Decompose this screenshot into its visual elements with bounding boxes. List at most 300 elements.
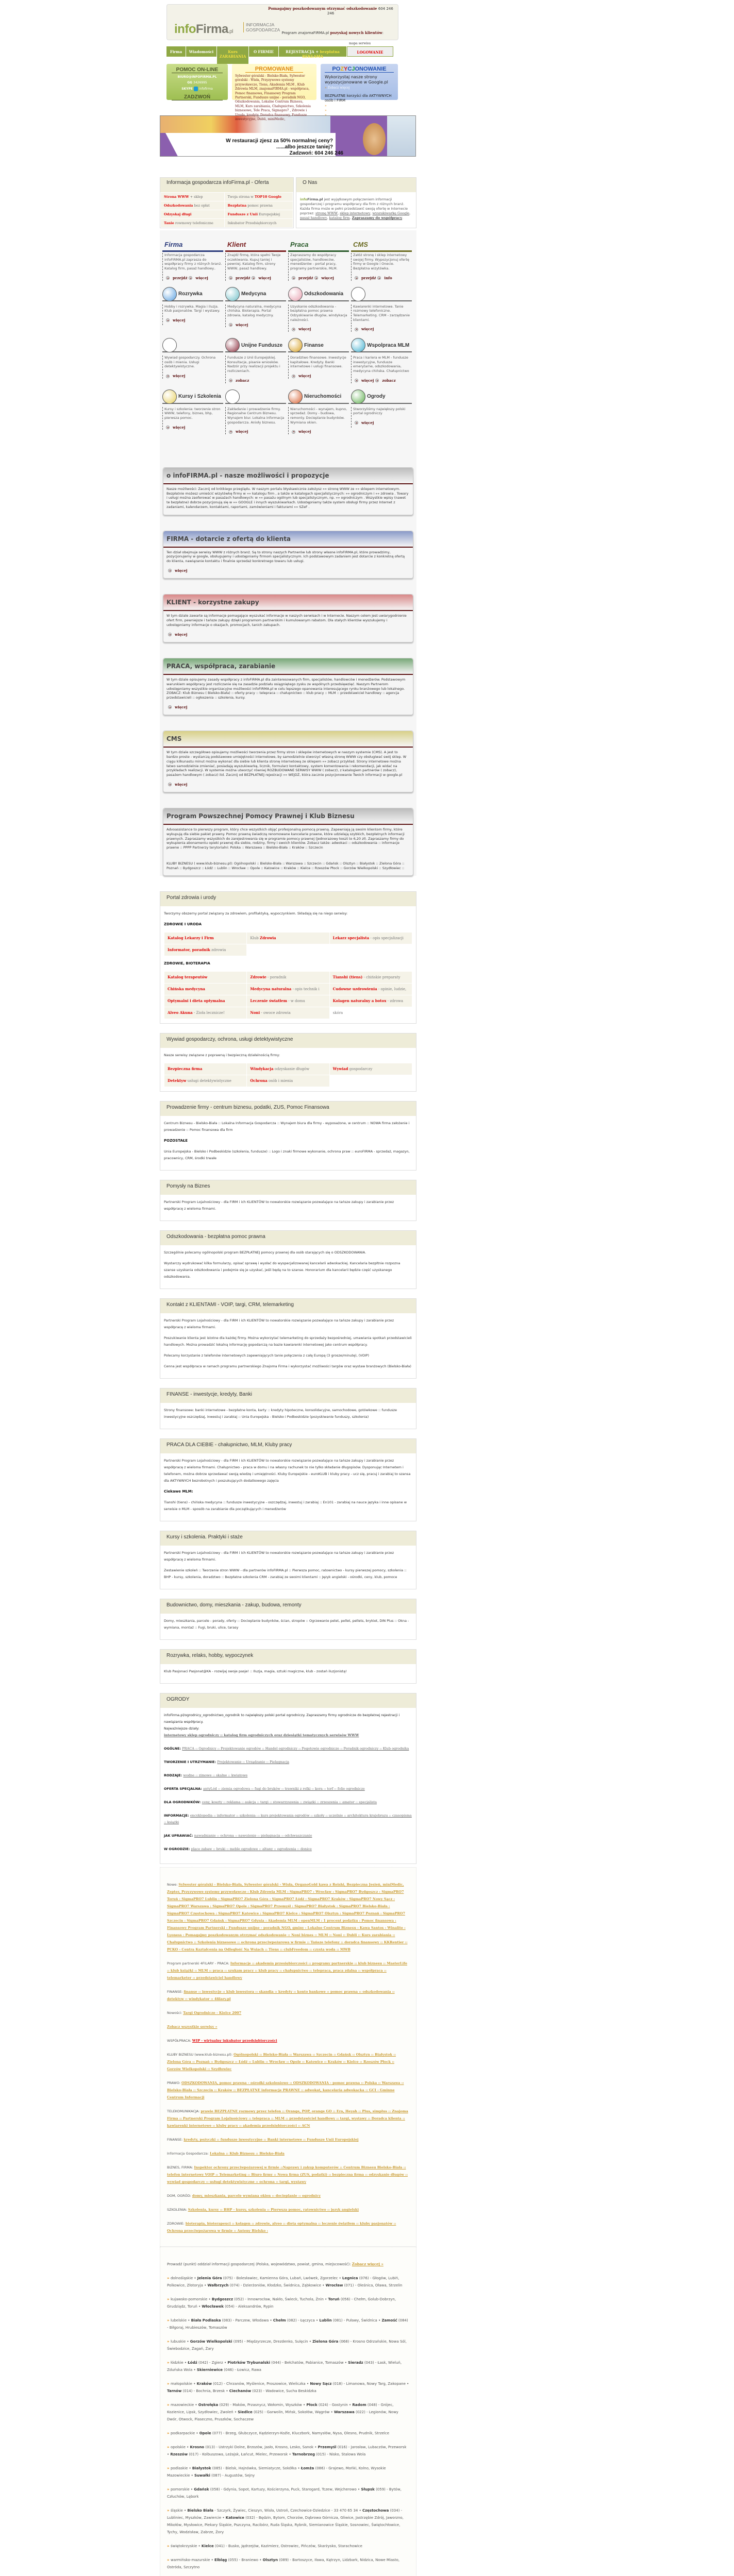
category-links	[290, 276, 349, 281]
play-button-icon[interactable]	[377, 276, 381, 280]
region-towns: (059) - Bytów, Człuchów, Lębork	[167, 2487, 402, 2499]
onas-link[interactable]: stronę WWW	[315, 211, 338, 215]
region-city[interactable]: Kielce	[201, 2544, 214, 2549]
links-group-links[interactable]: Lokalna :: Klub Biznesu :: Bielsko-Biała	[209, 2151, 285, 2156]
big-section-title: Program Powszechnej Pomocy Prawnej i Klub Biznesu	[163, 808, 413, 825]
category-link-więcej[interactable]: więcej	[321, 275, 334, 280]
section-paragraph[interactable]: Klub Pasjonaci Pasjonat@KA - rozwijaj swoje pasje! :: Iluzja, magia, sztuki magiczne, klub - zostań iluzjonistą!	[164, 1669, 347, 1674]
oferta-cell-text: + sklep	[189, 195, 203, 199]
cell-text: - chińskie preparaty	[362, 975, 401, 980]
link-cell[interactable]	[164, 972, 246, 983]
category-description	[351, 304, 412, 332]
category-text: Kawiarenki internetowe. Tanie rozmowy telefoniczne. Telemarketing. CRM - zarządzanie klientami.	[353, 304, 410, 322]
onas-link[interactable]: katalog firm	[329, 216, 350, 220]
links-group-label: Informacja Gospodarcza:	[167, 2151, 210, 2156]
ogrody-row-links[interactable]: nawadnianie :: ochrona :: nawożenie :: pielęgnacja :: odchwaszczanie	[194, 1834, 312, 1838]
cell-link: Lekarz specjalista	[332, 936, 370, 941]
section-paragraph[interactable]: Zestawienie szkoleń :: Tworzenie stron WWW - dla partnerów infoFIRMA.pl :: Pierwsza pomoc, ratownictwo - kursy pierwszej pomocy, szkolenia :: BHP - kursy, szkolenia, doradztwo :: Bezpłatne szkolenia CRM - zarabiaj ze swoimi klientami :: Język angielski - ośrodki, ceny, klub, pomoce	[164, 1568, 407, 1580]
links-group-links[interactable]: Ogólnopolski :: Bielsko-Biała :: Warszawa :: Szczecin :: Gdańsk :: Olsztyn :: Białystok :: Zielona Góra :: Poznań :: Bydgoszcz :: Łódź :: Lublin :: Wrocław :: Opole :: Katowice :: Kraków :: Kielce :: Rzeszów Płock :: Gorzów Wielkopolski :: Szydłowiec	[167, 2053, 396, 2072]
links-group-links[interactable]: Targi Ogrodnicze - Kielce 2007	[183, 2011, 242, 2015]
region-name: podkarpackie	[170, 2431, 195, 2436]
text-section	[160, 1388, 416, 1429]
region-city[interactable]: Przemyśl	[318, 2445, 337, 2450]
section-paragraph[interactable]: Cenna jest współpraca w ramach programu partnerskiego Znajoma Firma i wykorzystać możliwości targów oraz wystaw branżowych (Bielsko-Biała)	[164, 1364, 411, 1369]
sitemap-link[interactable]: mapa serwisu	[349, 42, 371, 45]
play-button-icon[interactable]	[292, 276, 295, 280]
links-group-links[interactable]: kredyty, pożyczki :: fundusze inwestycyjne :: Banki internetowe :: Fundusze Unii Europejskiej	[184, 2138, 359, 2142]
link-cell[interactable]	[164, 933, 246, 944]
category-link-przejdź[interactable]: przejdź	[361, 275, 376, 280]
region-towns: (017) - Kolbuszowa, Leżajsk, Łańcut, Mielec, Przeworsk	[188, 2452, 288, 2457]
section-paragraph[interactable]: Partnerski Program Lojalnościowy - dla FIRM i ich KLIENTÓW to nowatorskie rozwiązanie pozwalające na tańsze zakupy i zarabianie przez współpracę z wieloma firmami.	[164, 1318, 394, 1330]
category-icon	[162, 287, 177, 301]
category-header[interactable]	[351, 288, 412, 301]
category-icon	[225, 338, 240, 352]
double-chevron-icon: »	[167, 2466, 171, 2471]
section-title: Rozrywka, relaks, hobby, wypoczynek	[160, 1650, 416, 1664]
play-button-icon[interactable]	[168, 633, 172, 636]
link-cell[interactable]	[330, 933, 412, 944]
category-header[interactable]	[225, 288, 286, 301]
category-card	[225, 391, 288, 435]
top-boxes	[166, 64, 398, 122]
text-section	[160, 1230, 416, 1289]
play-button-icon[interactable]	[292, 430, 295, 434]
links-group-links[interactable]: finanse :: inwestycje :: klub inwestora :: skandia :: kredyty :: konto bankowe :: pomoc prawna :: odszkodowania :: detektyw :: windykator :: 4filary.pl	[167, 1990, 395, 2002]
ogrody-row-links[interactable]: place zabaw :: bruki :: meble ogrodowe :: altany :: ogrodzenia :: donice	[191, 1847, 312, 1852]
category-link-więcej[interactable]: więcej	[258, 275, 271, 280]
links-group	[167, 2079, 409, 2101]
link-cell[interactable]	[330, 995, 412, 1007]
link-cell[interactable]	[247, 1063, 329, 1075]
region-city[interactable]: Tarnów	[167, 2389, 182, 2394]
category-link-więcej[interactable]: więcej	[298, 374, 311, 379]
play-button-icon[interactable]	[168, 569, 172, 572]
oferta-cell[interactable]	[225, 219, 293, 227]
region-city[interactable]: Radom	[352, 2403, 366, 2408]
site-logo[interactable]	[174, 22, 233, 37]
onas-link[interactable]: wyszukiwarkę Google	[372, 211, 410, 215]
region-city[interactable]: Siedlce	[238, 2410, 253, 2415]
region-city[interactable]: Skierniewice	[196, 2368, 223, 2372]
onas-cta-link[interactable]: Zapraszamy do współpracy	[352, 216, 403, 220]
region-city[interactable]: Kraków	[196, 2382, 212, 2386]
category-logo-klient[interactable]: Klient	[225, 241, 286, 252]
play-button-icon[interactable]	[229, 276, 232, 280]
region-city[interactable]: Bydgoszcz	[211, 2297, 233, 2302]
onas-link[interactable]: pasaż handlowy	[300, 216, 327, 220]
category-link-przejdź[interactable]: przejdź	[173, 275, 188, 280]
ogrody-row	[164, 1799, 412, 1806]
oferta-cell-text: bez opłat	[193, 204, 210, 208]
nav-rejestracja-highlight: bezpłatna REKLAMA	[302, 49, 340, 59]
play-button-icon[interactable]	[252, 276, 255, 280]
table-row	[164, 1007, 412, 1019]
category-link-więcej[interactable]: więcej	[298, 327, 311, 332]
play-button-icon[interactable]	[314, 276, 318, 280]
links-group-links[interactable]: domy, mieszkania, parcele wymiana okien :: docieplanie :: ogrodnicy	[192, 2194, 321, 2198]
nav-firma[interactable]: Firma	[166, 46, 186, 57]
region-city[interactable]: Płock	[306, 2403, 318, 2408]
big-section-body	[163, 548, 413, 579]
category-card	[288, 241, 351, 281]
link-cell[interactable]	[247, 972, 329, 983]
big-section	[163, 594, 413, 642]
links-group-links[interactable]: bioterapia, bioterapeuci :: kolagen :: zdrowie, alveo :: dieta optymalna :: leczenie światłem :: kluby pasjonatów :: Ochrona przeciwpożarowa w firmie :: Anteny Bielsko :	[167, 2222, 396, 2233]
links-group	[167, 2009, 409, 2016]
nav-wiadomosci[interactable]: Wiadomości	[186, 46, 217, 57]
help-email[interactable]: BIURO@INFOFIRMA.PL	[177, 75, 217, 79]
ogrody-row-label: OGÓLNE:	[164, 1747, 182, 1751]
category-links	[353, 327, 412, 332]
section-paragraph[interactable]: Tianshi (tiens) - chińska medycyna :: fundusze inwestycyjne - oszczędzaj, inwestuj i zarabiaj :: En101 - zarabiaj na nauce języka i inne opisane w serwisie o MLM - sposób na zarabianie dla początkujących i menedżerów	[164, 1500, 407, 1512]
page	[153, 0, 581, 2576]
play-button-icon[interactable]	[355, 328, 358, 331]
banner-line3: Zadzwoń: 604 246 246	[289, 150, 343, 156]
help-skype[interactable]	[166, 87, 228, 91]
play-button-icon[interactable]	[292, 328, 295, 331]
category-link-więcej[interactable]: więcej	[298, 429, 311, 434]
more-link[interactable]: więcej	[175, 632, 188, 637]
play-button-icon[interactable]	[229, 323, 232, 327]
links-group	[167, 1881, 409, 1953]
link-cell[interactable]	[330, 984, 412, 995]
cell-link: Zdrowia	[260, 936, 276, 941]
category-header[interactable]	[162, 288, 223, 301]
category-link-więcej[interactable]: więcej	[236, 429, 248, 434]
region-city[interactable]: Gorzów Wielkopolski	[190, 2340, 232, 2344]
promowane-text[interactable]: Sylwester góralski - Bielsko-Biała, Sylwester góralski - Wisła, Przyzywowe systemy przywoławcze, Tiens, Akademia MLM , Klub Zdrowia MLM, znajomaFIRMA.pl - współpraca, Pomoc finansowa, Finansowy Program Partnerski, Fundusze unijne - poradnik NGO, Odszkodowania, Lokalne Centrum Biznesu, MLM, Kurs zarabiania, Chałupnictwo, Szkolenia biznesowe, Tele Praca, Sigmapro7 , Zdrowie i Uroda, kredyty, Doradca finansowy, Fundusze inwestycyjne, Dubli, miniMedic,	[235, 74, 311, 122]
region-city[interactable]: Biała Podlaska	[191, 2318, 221, 2323]
region-city[interactable]: Chełm	[273, 2318, 286, 2323]
category-links	[353, 276, 412, 281]
category-description	[225, 253, 286, 281]
onas-lead-b: Firma.pl	[307, 197, 323, 201]
section-paragraph[interactable]: Wystarczy wydrukować kilka formularzy, opisać sprawę i wysłać do wyspecjalizowanej kancelarii adwokackiej. Kancelaria bezpłtnie rozpozna szanse uzyskania odszkodowania i podejmie się je uzyskać, jeśli będą na to szanse. Honorarium dla kancelarii będzie część uzyskanego odszkodowania.	[164, 1261, 401, 1279]
links-group-links[interactable]: Zobacz wszystkie serwisy »	[167, 2025, 218, 2029]
big-section-title: KLIENT - korzystne zakupy	[163, 595, 413, 611]
play-button-icon[interactable]	[166, 426, 170, 429]
link-cell[interactable]	[164, 995, 246, 1007]
region-city[interactable]: Katowice	[225, 2516, 244, 2520]
link-cell[interactable]	[330, 1007, 412, 1019]
region-city[interactable]: Sieradz	[348, 2361, 363, 2365]
region-city[interactable]: Wałbrzych	[207, 2283, 229, 2288]
links-group-label: FINANSE:	[167, 2138, 184, 2142]
play-button-icon[interactable]	[189, 276, 192, 280]
links-group-links[interactable]: Sylwester góralski - Bielsko-Biała, Sylwester góralski - Wisła, OrganoGold kawa z Reishi, Bezpieczna Jesień, miniMedic, Zepter, Przyzywowe systemy przywoławcze : Klub Zdrowia MLM : SigmaPRO7 : Wrocław : SigmaPRO7 Bydgoszcz : SigmaPRO7 Toruń : SigmaPRO7 Lublin : SigmaPRO7 Zielona Góra : SigmaPRO7 Łódź : SigmaPRO7 Kraków : SigmaPRO7 Nowy Sącz : SigmaPRO7 Warszawa : SigmaPRO7 Opole : SigmaPRO7 Przemyśl : SigmaPRO7 Białystok : SigmaPRO7 Bielsko-Biała : SigmaPRO7 Częstochowa : SigmaPRO7 Katowice : SigmaPRO7 Kielce : SigmaPRO7 Olsztyn : SigmaPRO7 Poznań : SigmaPRO7 Szczecin : SigmaPRO7 Gdańsk : SigmaPRO7 Gdynia : Akademia MLM : openMLM : 1 procent podatku : Pomoc finansowa : Finansowy Program Partnerski : Fundusze unijne - poradnik NGO, gminy : Lokalne Centrum Biznesu : Kawa Santos : Winalite : Lyoness : Pomagajmy poszkodowanym otrzymać odszkodowanie :: Noni biznes :: MLM :: Noni :: Dubli :: Kurs zarabiania :: Chałupnictwo :: Szkolenia biznesowe :: ochrona przeciwpożarowa w firmie :: Tańsze telefony :: doradca finansowy :: KKRentier :: PCKO - Centra Kształcenia na Odległość Na Wsiach :: Tiens :: clubFreedom :: czysta woda :: MWB	[167, 1883, 408, 1952]
cell-link: Tianshi (tiens)	[332, 975, 363, 980]
links-group-label: WSPÓŁPRACA:	[167, 2039, 192, 2043]
category-link-info[interactable]: info	[384, 275, 392, 280]
section-body	[160, 1313, 416, 1378]
region-towns: (086) - Grajewo, Mońki, Kolno, Wysokie Mazowieckie	[167, 2466, 386, 2478]
oferta-cell[interactable]	[161, 219, 224, 227]
section-title: Kontakt z KLIENTAMI - VOIP, targi, CRM, telemarketing	[160, 1299, 416, 1313]
oferta-cell-bold: Fundusze z Unii	[227, 212, 258, 216]
big-section	[163, 808, 413, 876]
region-city[interactable]: Zielona Góra	[312, 2340, 339, 2344]
links-group	[167, 2150, 409, 2157]
category-link-więcej[interactable]: więcej	[173, 425, 186, 430]
oferta-cell[interactable]	[161, 193, 224, 201]
category-text: Nieruchomości - wynajem, kupno, sprzedaż. Domy - budowa, remonty. Docieplanie budynków. Wymiana okien.	[290, 406, 347, 425]
links-group-label: ZDROWIE:	[167, 2222, 186, 2226]
category-header[interactable]	[162, 339, 223, 352]
links-group-links[interactable]: Informacje :: akademia przesiębiorczości :: programy partnerskie :: klub biznesu :: MasterLife :: klub książki :: MLM :: praca :: szukam pracy :: klub pracy :: chałupnictwo :: telepraca, praca zdalna :: współpraca :: telemarketer :: przedstawiciel handlowy	[167, 1961, 408, 1980]
section-paragraph[interactable]: Strony finansowe: banki internetowe - bezpłatne konta, karty :: kredyty hipoteczne, konsolidacyjne, samochodowe, gotówkowe :: fundusze inwestycyjne oszczędzaj, inwestuj i zarabiaj :: Unia Europejska - Bielsko i Podbeskidzie (pozyskiwanie funduszy, szkolenia)	[164, 1408, 397, 1419]
region-towns: (054) - Aleksandrów, Rypin	[223, 2304, 274, 2309]
region-city[interactable]: Jelenia Góra	[197, 2276, 222, 2281]
link-cell[interactable]	[164, 1063, 246, 1075]
region-city[interactable]: Nowy Sącz	[310, 2382, 332, 2386]
link-cell[interactable]	[164, 1007, 246, 1019]
category-link-więcej[interactable]: więcej	[361, 378, 374, 383]
region-city[interactable]: Bielsko Biała	[187, 2509, 213, 2513]
region-towns: (012) - Chrzanów, Myślenice, Proszowice, Wieliczka	[211, 2382, 306, 2386]
region-city[interactable]: Ostrołęka	[198, 2403, 219, 2408]
links-group-links[interactable]: Inspektor ochrony przeciwpożarowej w firmie ::Naprawy i zakup komputerów :: Centrum Biznesu Bielsko-Biała :: telefon internetowy VOIP :: Telemarketing :: Biuro firmy :: Nowa firma (ZUS, podatki) :: bezpieczna firma :: odzyskanie długów :: wywiad gospodarczy :: usługi detektywistyczne :: ochrona :: targi, wystawy	[167, 2165, 408, 2184]
region-city[interactable]: Białystok	[192, 2466, 211, 2471]
link-cell[interactable]	[164, 984, 246, 995]
region-name: kujawsko-pomorskie	[170, 2297, 208, 2302]
section-paragraph[interactable]: Szczególnie polecamy ogólnopolski program BEZPŁATNEJ pomocy prawnej dla osób starających się o ODSZKODOWANIA.	[164, 1250, 366, 1255]
region-city[interactable]: Zamość	[381, 2318, 397, 2323]
region-city[interactable]: Łomża	[301, 2466, 314, 2471]
link-cell[interactable]	[247, 995, 329, 1007]
ogrody-row-links[interactable]: encyklopedia :: informator :: szkolenia: :: kurs projektowania ogrodów :: szkoły :: uczelnie :: architektura krajobrazu :: czasopisma :: książki	[164, 1814, 412, 1825]
link-cell[interactable]	[164, 1075, 246, 1087]
nav-rejestracja[interactable]	[279, 46, 347, 57]
link-cell[interactable]	[247, 984, 329, 995]
double-chevron-icon: »	[167, 2403, 171, 2408]
link-cell[interactable]	[247, 1007, 329, 1019]
region-city[interactable]: Suwałki	[194, 2473, 210, 2478]
region-city[interactable]: Słupsk	[361, 2487, 375, 2492]
pozycjonowanie-link-akademia[interactable]: » Akademia zarabiania	[325, 109, 394, 112]
region-towns: (071) - Oleśnica, Oława, Strzelin	[343, 2283, 403, 2288]
category-header[interactable]	[288, 339, 349, 352]
section-wywiad	[160, 1033, 416, 1092]
region-city[interactable]: Wrocław	[325, 2283, 343, 2288]
region-towns: (042) - Zgierz	[197, 2361, 223, 2365]
links-group-links[interactable]: WIP - wirtualny inkubator przedsiębiorczości	[192, 2039, 277, 2043]
tagline-line2: GOSPODARCZA	[246, 27, 280, 32]
ogrody-row-label: TWORZENIE I UTRZYMANIE:	[164, 1760, 218, 1765]
oferta-cell[interactable]	[225, 193, 293, 201]
play-button-icon[interactable]	[168, 783, 172, 786]
cell-link: Medycyna naturalna	[250, 987, 292, 992]
category-header[interactable]	[288, 288, 349, 301]
section-title: FINANSE - inwestycje, kredyty, Banki	[160, 1388, 416, 1403]
ogrody-row-links[interactable]: ceny, koszty :: reklama :: aukcja :: targi :: stowarzyszenia :: związki :: zrzeszenia :: amator :: specjalista	[202, 1800, 377, 1805]
region-city[interactable]: Elbląg	[214, 2558, 227, 2563]
region-city[interactable]: Olsztyn	[262, 2558, 278, 2563]
category-logo-cms[interactable]: CMS	[351, 241, 412, 252]
program-link[interactable]	[281, 30, 383, 35]
ogrody-row-links[interactable]: PRACA :: Ogrodnicy :: Projektowanie ogrodów :: Handel ogrodniczy :: Pogotowie ogrodnicze :: Poradnik ogrodniczy :: Klub ogrodnika	[182, 1747, 409, 1751]
region-city[interactable]: Częstochowa	[362, 2509, 389, 2513]
region-towns: (025) - Garwolin, Mińsk, Sokołów, Węgrów	[252, 2410, 330, 2415]
help-call: ZADZWOŃ	[172, 94, 223, 100]
big-section-body	[163, 748, 413, 792]
region-city[interactable]: Toruń	[328, 2297, 340, 2302]
region-city[interactable]: Gdańsk	[194, 2487, 209, 2492]
more-link[interactable]: więcej	[175, 704, 188, 709]
category-logo-firma[interactable]: Firma	[162, 241, 223, 252]
double-chevron-icon: »	[167, 2297, 171, 2302]
section-title: OGRODY	[160, 1693, 416, 1708]
nav-o-firmie[interactable]: O FIRMIE	[249, 46, 279, 57]
category-description	[162, 304, 223, 325]
link-cell[interactable]	[164, 944, 246, 956]
category-link-przejdź[interactable]: przejdź	[236, 275, 251, 280]
link-cell[interactable]	[330, 1063, 412, 1075]
category-header[interactable]	[351, 391, 412, 404]
region-city[interactable]: Tarnobrzeg	[292, 2452, 315, 2457]
oferta-cell[interactable]	[161, 210, 224, 218]
link-cell[interactable]	[330, 972, 412, 983]
region-city[interactable]: Łódź	[188, 2361, 197, 2365]
category-icon	[288, 338, 303, 352]
onas-link[interactable]: sklep internetowy	[340, 211, 371, 215]
play-button-icon[interactable]	[355, 421, 358, 425]
play-button-icon[interactable]	[166, 318, 170, 322]
ogrody-row-links[interactable]: antyLód :: ziemia ogrodowa :: fugi do bruków :: trawniki z rolki :: kora :: torf :: folie ogrodnicze	[203, 1787, 365, 1791]
category-header[interactable]	[351, 339, 412, 352]
ogrody-row	[164, 1833, 412, 1839]
region-name: pomorskie	[170, 2487, 190, 2492]
region-towns: (032) - Będzin, Bytom, Chorzów, Dąbrowa Górnicza, Gliwice, Jastrzębie Zdrój, Jaworzno, Mikołów, Mysłowice, Piekary Śląskie, Pszczyna, Racibórz, Ruda Śląska, Rybnik, Siemianowice Śląskie, Sosnowiec, Świętochłowice, Tychy, Wodzisław, Zabrze, Żory	[167, 2516, 404, 2535]
cell-link: Detektyw	[168, 1078, 187, 1083]
nav-logowanie[interactable]: LOGOWANIE	[347, 46, 393, 57]
section-title: Prowadzenie firmy - centrum biznesu, podatki, ZUS, Pomoc Finansowa	[160, 1101, 416, 1116]
ogrody-row-label: W OGRODZIE:	[164, 1847, 191, 1852]
ogrody-row-label: JAK UPRAWIAĆ:	[164, 1834, 194, 1838]
section-paragraph[interactable]: Partnerski Program Lojalnościowy - dla FIRM i ich KLIENTÓW to nowatorskie rozwiązanie pozwalające na tańsze zakupy i zarabianie przez współpracę z wieloma firmami.	[164, 1551, 394, 1562]
region-item: » opolskie • Krosno (013) - Ustrzyki Dolne, Brzozów, Jasło, Krosno, Lesko, Sanok • Przemyśl (016) - Jarosław, Lubaczów, Przeworsk • Rzeszów (017) - Kolbuszowa, Leżajsk, Łańcut, Mielec, Przeworsk • Tarnobrzeg (015) - Nisko, Stalowa Wola	[167, 2445, 407, 2457]
promo-link[interactable]	[268, 6, 394, 15]
ogrody-row-links[interactable]: Projektowanie :: Urządzanie :: Pielęgnacja	[217, 1760, 290, 1765]
more-link[interactable]: więcej	[175, 782, 188, 787]
category-header[interactable]	[288, 391, 349, 404]
ogrody-row-links[interactable]: wodne :: zimowe :: skalne :: kwiatowe	[183, 1773, 248, 1778]
category-links	[227, 430, 286, 434]
big-section-body	[163, 484, 413, 515]
cell-text: - poradnik	[266, 975, 287, 980]
section-paragraph[interactable]: Partnerski Program Lojalnościowy - dla FIRM i ich KLIENTÓW to nowatorskie rozwiązanie pozwalające na tańsze zakupy i zarabianie przez współpracę z wieloma firmami.	[164, 1200, 394, 1211]
cell-link: Cudowne uzdrowienia	[332, 987, 377, 992]
link-cell[interactable]	[247, 1075, 329, 1087]
region-city[interactable]: Legnica	[342, 2276, 358, 2281]
play-button-icon[interactable]	[229, 379, 232, 382]
big-section-text: W tym dziale szczegółowo opisujemy możliwości tworzenia przez firmy stron i sklepów internetowych w naszym systemie (CMS). A jest to bardzo proste - wystarczą podstawowe umiejętności internetowe, by samodzielnie stworzyć własną stronę WWW czy obsługiwać swój sklep. W ciągu kilkunastu minut można wykonać dla siebie lub klienta stronę internetową ze sklepem »» zobacz przykład. Strony internetowe można łatwo samodzielnie zmieniać, posiadają wyszukiwarkę, licznik, formularz kontaktowy, system komentowania i rekomendacji, jak widać na przykładach realizacji. W systemie można utworzyć równiej ROZBUDOWANE SERWISY WWW ( zobacz), z katalogiem partnerów ( zobacz), pasażem handlowym ( zobacz) itd. Zacznij od BEZPŁATNEJ rejestracji »» WEJDŹ, która zacznie pozycjonowanie Twoich informacji w google.pl	[166, 750, 407, 777]
promo-phone: 604 246 246	[327, 7, 393, 15]
more-link[interactable]: więcej	[175, 568, 188, 573]
links-group-links[interactable]: Szkolenia, kursy :: BHP - kursy, szkolenia :: Pierwsza pomoc, ratownictwo :: język angielski	[188, 2208, 359, 2212]
category-header[interactable]	[225, 339, 286, 352]
section-body	[160, 1116, 416, 1170]
region-city[interactable]: Lublin	[319, 2318, 332, 2323]
section-ogrody	[160, 1693, 416, 1864]
play-button-icon[interactable]	[166, 276, 170, 280]
category-icon	[351, 287, 365, 301]
links-group-links[interactable]: prawie BEZPŁATNE rozmowy przez telefon :: Orange, POP, orange GO :: Era, Heyah :: Plus, simplus :: Znajoma Firma :: Partnerski Program Lojalnościowy :: telepraca :: MLM :: przedstawiciel handlowy :: targi, wystawy :: Doradca klienta :: kawiarenki internetowe :: kluby pracy :: akademia przedsiębiorczości :: ACN	[167, 2109, 408, 2128]
play-button-icon[interactable]	[355, 379, 358, 382]
section-paragraph[interactable]: Polecamy korzystanie z telefonów internetowych zapewniających tanie połączenia z całą Europą (3 grosze/minutę), (VOIP)	[164, 1353, 370, 1358]
category-link-przejdź[interactable]: przejdź	[298, 275, 313, 280]
links-group-links[interactable]: ODSZKODOWANIA, pomoc prawna - ośrodki szkoleniowe :: ODSZKODOWANIA - pomoc prawna :: Polska :: Warszawa :: Bielsko-Biała :: Szczecin :: Kraków :: BEZPŁATNE informacje PRAWNE :: adwokat, kancelaria adwokacka :: GCI - Gminne Centrum Informacji	[167, 2081, 404, 2100]
pozycjonowanie-link-strony[interactable]: » Strony, sklepy, pozyskanie klientów	[325, 104, 394, 108]
play-button-icon[interactable]	[229, 430, 232, 434]
region-towns: (043) - Łask, Wieluń, Zduńska Wola	[167, 2361, 402, 2372]
category-header[interactable]	[225, 391, 286, 404]
section-paragraph[interactable]: Unia Europejska - Bielsko i Podbeskidzie (szkolenia, fundusze) :: Logo i znaki firmowe wykonanie, ochrona praw :: euroFIRMA - sprzedaż, magazyn, pracownicy, CRM, środki trwałe	[164, 1149, 410, 1161]
region-city[interactable]: Ciechanów	[229, 2389, 252, 2394]
category-link-więcej[interactable]: więcej	[236, 322, 248, 327]
category-header[interactable]	[162, 391, 223, 404]
oferta-cell[interactable]	[225, 210, 293, 218]
links-group-label: Program partnerski 4FILARY - PRACA:	[167, 1961, 230, 1966]
region-city[interactable]: Rzeszów	[170, 2452, 188, 2457]
region-city[interactable]: Włocławek	[202, 2304, 224, 2309]
category-link-więcej[interactable]: więcej	[173, 317, 186, 323]
category-description	[225, 407, 286, 435]
category-icon	[162, 389, 177, 404]
region-more-link[interactable]: Zobacz więcej »	[352, 2262, 383, 2267]
play-button-icon[interactable]	[355, 276, 358, 280]
category-text: Uzyskanie odszkodowania - bezpłatna pomoc prawna Odzyskiwanie długów, windykacja należności.	[290, 304, 347, 322]
oferta-cell-bold: Odszkodowania	[164, 204, 193, 208]
category-card	[162, 241, 225, 281]
play-button-icon[interactable]	[375, 379, 379, 382]
play-button-icon[interactable]	[166, 375, 170, 378]
section-paragraph[interactable]: Domy, mieszkania, parcele - porady, oferty :: Docieplanie budynków, ścian, stropów :: Ogrzewanie pelet, pellet, pellets, brykiet, DIN Plus :: Okna - wymiana, montaż :: Fugi, bruki, ulice, tarasy	[164, 1619, 409, 1630]
category-link-więcej[interactable]: więcej	[195, 275, 208, 280]
ogrody-intro3[interactable]: internetowy sklep ogrodniczy :: katalog firm ogrodniczych oraz dziesiątki tematycznych serwisów WWW	[164, 1733, 359, 1738]
category-logo-praca[interactable]: Praca	[288, 241, 349, 252]
ogrody-intro[interactable]: infoFirma.pl/ogrodnicy_ogrodnictwo_ogrodnik to największy polski portal ogrodniczy. Zapraszamy firmy ogrodnicze do bezpłatnej rejestracji i nawiązania współpracy.	[164, 1713, 400, 1724]
category-link-zobacz[interactable]: zobacz	[382, 378, 396, 383]
region-city[interactable]: Opole	[199, 2431, 211, 2436]
section-paragraph[interactable]: Centrum Biznesu - Bielsko-Biała :: Lokalna Informacja Gospodarcza :: Wynajem biura dla firmy - wyposażone, w centrum :: NOWA firma założenie i prowadzenie :: Pomoc finansowa dla firm	[164, 1121, 410, 1132]
category-link-więcej[interactable]: więcej	[361, 327, 374, 332]
section-paragraph[interactable]: Partnerski Program Lojalnościowy - dla FIRM i ich KLIENTÓW to nowatorskie rozwiązanie pozwalające na tańsze zakupy i zarabianie przez współpracę z wieloma firmami. Chałupnictwo - praca w domu i na własny rachunek to nie tylko składanie długopisów. Dysponując Internetem i telefonem, można dobrze sprzedawać swoją wiedzę i umiejętności. Kluby Europejskie - euroKLUB i kluby pracy - ucz się, pracuj i zarabiaj to szansa dla AKTYWNYCH bezrobotnych i poszukujących dodatkowego zajęcia	[164, 1459, 411, 1483]
section-paragraph[interactable]: Poszukiwanie klienta jest istotne dla każdej firmy. Można wykorzytać telemarketing do sprzedaży bezpośredniej, umawiania spotkań przedstawicieli handlowych. Można prowadzić lokalną informację gopodarczą na bazie kawiarenki internetowej jako centrum współpracy.	[164, 1336, 412, 1347]
link-cell[interactable]	[247, 933, 329, 944]
region-name: opolskie	[170, 2445, 186, 2450]
oferta-cell-text: rowmowy telefoniczne	[174, 221, 213, 225]
category-link-więcej[interactable]: więcej	[361, 420, 374, 425]
oferta-cell[interactable]	[161, 201, 224, 210]
tagline	[243, 22, 280, 32]
category-row	[162, 288, 414, 332]
oferta-cell-bold: Odzyskaj długi	[164, 212, 192, 216]
oferta-cell[interactable]	[225, 201, 293, 210]
pozycjonowanie-link-more[interactable]: » Zobacz więcej	[325, 86, 394, 90]
play-button-icon[interactable]	[292, 375, 295, 378]
category-link-zobacz[interactable]: zobacz	[236, 378, 249, 383]
offer-about-row	[160, 177, 416, 228]
nav-kurs-zarabiania[interactable]: Kurs ZARABIANIA	[217, 46, 249, 64]
play-button-icon[interactable]	[168, 705, 172, 709]
region-city[interactable]: Warszawa	[333, 2410, 355, 2415]
banner-line2: ......albo jeszcze taniej?	[276, 144, 333, 150]
category-link-więcej[interactable]: więcej	[173, 374, 186, 379]
region-city[interactable]: Krosno	[190, 2445, 205, 2450]
region-city[interactable]: Piotrków Trybunalski	[227, 2361, 270, 2365]
table-row	[164, 1063, 412, 1075]
